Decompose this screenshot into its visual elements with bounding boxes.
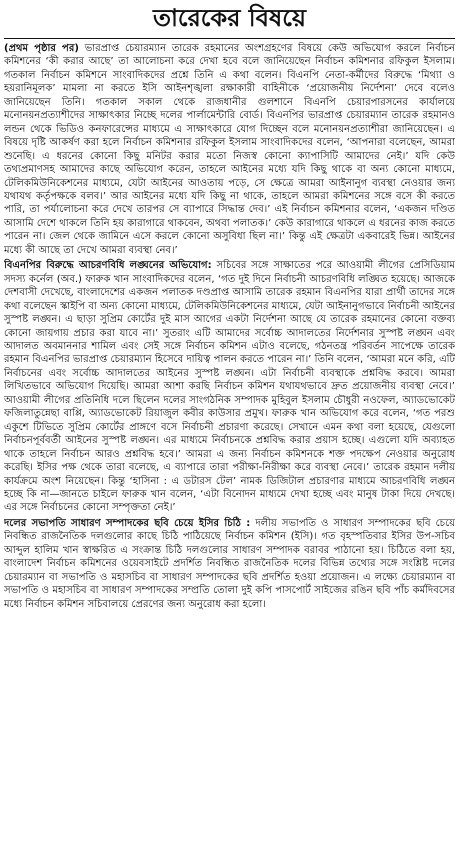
next-story-cutoff (190, 850, 250, 858)
subheading-ec-letter: দলের সভাপতি সাধারণ সম্পাদকের ছবি চেয়ে ইসির চিঠি : (4, 517, 251, 529)
article-headline: তারেকের বিষয়ে (152, 3, 307, 32)
subheading-code-of-conduct: বিএনপির বিরুদ্ধে আচরণবিধি লঙ্ঘনের অভিযোগ: (4, 260, 212, 272)
article-body (4, 42, 455, 854)
paragraph-3-text: দলীয় সভাপতি ও সাধারণ সম্পাদকের ছবি চেয়ে নিবন্ধিত রাজনৈতিক দলগুলোর কাছে চিঠি পাঠিয়েছে নির্বাচন কমিশন (ইসি)। গত বৃহস্পতিবার ইসির উপ-সচিব আব্দুল হালিম খান স্বাক্ষরিত এ সংক্রান্ত চিঠি দলগুলোর সাধারণ সম্পাদক বরাবর পাঠানো হয়। চিঠিতে বলা হয়, বাংলাদেশ নির্বাচন কমিশনের ওয়েবসাইটে প্রদর্শিত নিবন্ধিত রাজনৈতিক দলের বিভিন্ন তথ্যের সঙ্গে সংশ্লিষ্ট দলের চেয়ারম্যান বা সভাপতি ও মহাসচিব বা সাধারণ সম্পাদকের ছবি প্রদর্শিত হওয়া প্রয়োজন। এ লক্ষ্যে চেয়ারম্যান বা সভাপতি ও মহাসচিব বা সাধারণ সম্পাদকের সম্প্রতি তোলা দুই কপি পাসপোর্ট সাইজের রঙিন ছবি পাঁচ কর্মদিবসের মধ্যে নির্বাচন কমিশন সচিবালয়ে প্রেরণের জন্য অনুরোধ করা হলো। (4, 517, 455, 610)
paragraph-2 (4, 259, 455, 515)
paragraph-2-text: সচিবের সঙ্গে সাক্ষাতের পরে আওয়ামী লীগের প্রেসিডিয়াম সদস্য কর্নেল (অব.) ফারুক খান সাংবাদিকদের বলেন, ‘গত দুই দিনে নির্বাচনী আচরণবিধি লঙ্ঘিত হয়েছে। আজকে দেশবাসী দেখেছে, বাংলাদেশের একজন পলাতক দণ্ডপ্রাপ্ত আসামি তারেক রহমান বিএনপির যারা প্রার্থী তাদের সঙ্গে কথা বলেছেন স্কাইপি বা অন্য কোনো মাধ্যমে, টেলিকমিউনিকেশনের মাধ্যমে, যেটা আইনানুগভাবে নির্বাচনী আইনের সুস্পষ্ট লঙ্ঘন। এ ছাড়া সুপ্রিম কোর্টের দুই মাস আগের একটা নির্দেশনা আছে যে তারেক রহমানের কোনো বক্তব্য কোনো জায়গায় প্রচার করা যাবে না।’ সুতরাং এটি আমাদের সর্বোচ্চ আদালতের নির্দেশনার সুস্পষ্ট লঙ্ঘন এবং আদালত অবমাননার শামিল এবং সেই সঙ্গে নির্বাচন কমিশন এটাও বলেছে, গঠনতন্ত্র পরিবর্তন সাপেক্ষে তারেক রহমান বিএনপির ভারপ্রাপ্ত চেয়ারম্যান হিসেবে দায়িত্ব পালন করতে পারেন না।’ তিনি বলেন, ‘আমরা মনে করি, এটি নির্বাচনের এবং সর্বোচ্চ আদালতের আইনের সুস্পষ্ট লঙ্ঘন। এটা নির্বাচনী ব্যবস্থাকে প্রশ্নবিদ্ধ করবে। আমরা লিখিতভাবে অভিযোগ দিয়েছি। আমরা আশা করছি নির্বাচন কমিশন যথাযথভাবে দ্রুত প্রয়োজনীয় ব্যবস্থা নেবে।’ আওয়ামী লীগের প্রতিনিধি দলে ছিলেন দলের সাংগঠনিক সম্পাদক মুহিবুল ইসলাম চৌধুরী নওফেল, অ্যাডভোকেট ফজিলাতুন্নেছা বাপ্পি, অ্যাডভোকেট রিয়াজুল কবীর কাউসার প্রমুখ। ফারুক খান অভিযোগ করে বলেন, ‘গত পরশু একুশে টিভিতে সুপ্রিম কোর্টের প্রাঙ্গণে বসে নির্বাচনী প্রচারণা করেছে। সেখানে এমন কথা বলা হয়েছে, যেগুলো নির্বাচনপূর্ববর্তী আইনের সুস্পষ্ট লঙ্ঘন। এর মাধ্যমে নির্বাচনকে প্রশ্নবিদ্ধ করার প্রয়াস হচ্ছে। এগুলো যদি অব্যাহত থাকে তাহলে নির্বাচন আরও প্রশ্নবিদ্ধ হবে।’ আমরা এ জন্য নির্বাচন কমিশনকে শক্ত পদক্ষেপ নেওয়ার অনুরোধ করেছি। ইসির পক্ষ থেকে তারা বলেছে, এ ব্যাপারে তারা পরীক্ষা-নিরীক্ষা করে ব্যবস্থা নেবে।’ তারেক রহমান দলীয় কার্যক্রমে অংশ নিয়েছেন। কিন্তু ‘হাসিনা : এ ডটারস টেল’ নামক ডিজিটাল প্রচারণার মাধ্যমে আচরণবিধি লঙ্ঘন হচ্ছে কি না—জানতে চাইলে ফারুক খান বলেন, ‘এটা বিনোদন মাধ্যমে দেখা হচ্ছে এবং মানুষ টাকা দিয়ে দেখছে। এর সঙ্গে নির্বাচনের কোনো সম্পৃক্ততা নেই।’ (4, 260, 455, 514)
headline-divider (4, 38, 455, 39)
paragraph-1 (4, 42, 455, 257)
paragraph-1-text: ভারপ্রাপ্ত চেয়ারম্যান তারেক রহমানের অংশগ্রহণের বিষয়ে কেউ অভিযোগ করলে নির্বাচন কমিশনের ‘কী করার আছে’ তা আলোচনা করে দেখা হবে বলে জানিয়েছেন নির্বাচন কমিশনার রফিকুল ইসলাম। গতকাল নির্বাচন কমিশনে সাংবাদিকদের প্রশ্নে তিনি এ কথা বলেন। বিএনপি নেতা-কর্মীদের বিরুদ্ধে ‘মিথ্যা ও হয়রানিমূলক’ মামলা না করতে ইসি আইনশৃঙ্খলা রক্ষাকারী বাহিনীকে ‘প্রয়োজনীয় নির্দেশনা’ দেবে বলেও জানিয়েছেন তিনি। গতকাল সকাল থেকে রাজধানীর গুলশানে বিএনপি চেয়ারপারসনের কার্যালয়ে মনোনয়নপ্রত্যাশীদের সাক্ষাৎকার নিচ্ছে দলের পার্লামেন্টারি বোর্ড। বিএনপির ভারপ্রাপ্ত চেয়ারম্যান তারেক রহমানও লন্ডন থেকে ভিডিও কনফারেন্সের মাধ্যমে এ সাক্ষাৎকারে যোগ দিচ্ছেন বলে মনোনয়নপ্রত্যাশীরা জানিয়েছেন। এ বিষয়ে দৃষ্টি আকর্ষণ করা হলে নির্বাচন কমিশনার রফিকুল ইসলাম সাংবাদিকদের বলেন, ‘আপনারা বলেছেন, আমরা শুনেছি। এ ধরনের কোনো কিছু মনিটর করার মতো নিজস্ব কোনো ক্যাপাসিটি আমাদের নেই।’ যদি কেউ তথ্যপ্রমাণসহ আমাদের কাছে অভিযোগ করেন, তাহলে আইনের মধ্যে যদি কিছু থাকে বা অন্য কোনো মাধ্যমে, টেলিকমিউনিকেশনের মাধ্যমে, যেটা আইনের আওতায় পড়ে, সে ক্ষেত্রে আমরা আইনানুগ ব্যবস্থা নেওয়ার জন্য যথাযথ কর্তৃপক্ষকে বলব।’ আর আইনের মধ্যে যদি কিছু না থাকে, তাহলে আমরা কমিশনের সঙ্গে বসে কী করতে পারি, তা পর্যালোচনা করে দেখে তারপর সে ব্যাপারে সিদ্ধান্ত দেব।’ এই নির্বাচন কমিশনার বলেন, ‘একজন দণ্ডিত আসামি দেশে থাকলে তিনি হয় কারাগারে থাকবেন, অথবা পলাতক।’ কেউ কারাগারে থাকলে এ ধরনের কাজ করতে পারেন না। জেল থেকে জামিনে এসে করলে কোনো অসুবিধা ছিল না।’ কিন্তু এই ক্ষেত্রটা একবারেই ভিন্ন। আইনের মধ্যে কী আছে তা দেখে আমরা ব্যবস্থা নেব।’ (4, 43, 455, 256)
continuation-label: (প্রথম পৃষ্ঠার পর) (4, 43, 79, 54)
paragraph-3 (4, 517, 455, 611)
